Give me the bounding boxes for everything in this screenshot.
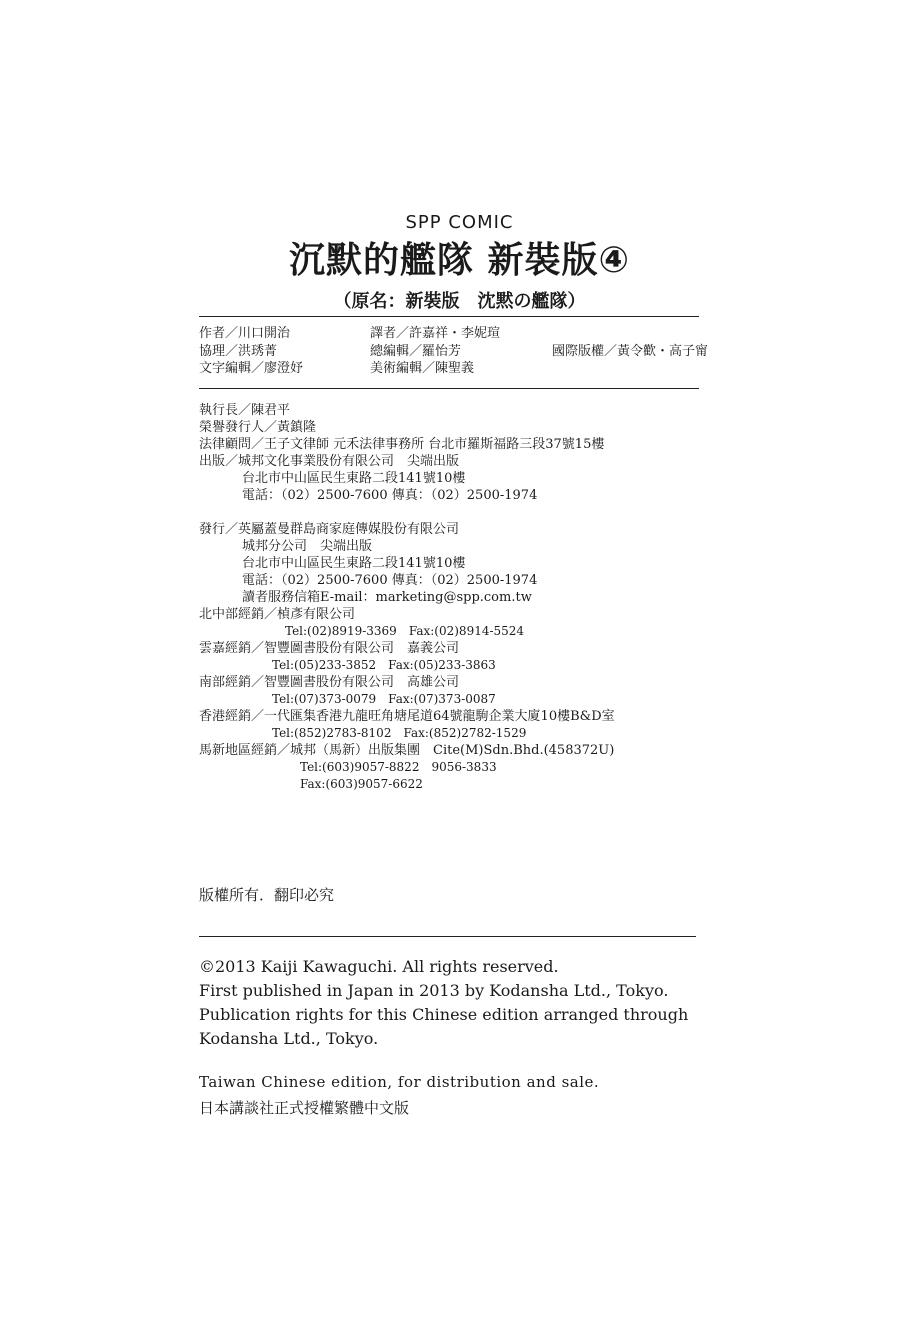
dealer-south-tel: Tel:(07)373-0079 Fax:(07)373-0087 xyxy=(272,692,496,706)
dealer-yunjia: 雲嘉經銷／智豐圖書股份有限公司 嘉義公司 xyxy=(199,641,460,656)
original-title: （原名：新裝版 沈黙の艦隊） xyxy=(333,291,586,312)
series-label: SPP COMIC xyxy=(405,212,514,233)
dealer-malaysia: 馬新地區經銷／城邦（馬新）出版集團 Cite(M)Sdn.Bhd.(458372U) xyxy=(199,743,615,758)
credit-assist: 協理／洪琇菁 xyxy=(199,344,278,359)
publication-rights-line-2: Kodansha Ltd., Tokyo. xyxy=(199,1029,379,1048)
publisher-phone: 電話：（02）2500-7600 傳真：（02）2500-1974 xyxy=(242,488,538,503)
distributor-address: 台北市中山區民生東路二段141號10樓 xyxy=(242,556,466,571)
official-license-line: 日本講談社正式授權繁體中文版 xyxy=(199,1099,410,1117)
dealer-hongkong-tel: Tel:(852)2783-8102 Fax:(852)2782-1529 xyxy=(272,726,527,740)
divider-top xyxy=(199,316,699,317)
publisher-honorary: 榮譽發行人／黃鎮隆 xyxy=(199,420,317,435)
first-published-line: First published in Japan in 2013 by Kodansha Ltd., Tokyo. xyxy=(199,981,669,1000)
divider-middle xyxy=(199,388,699,389)
divider-bottom xyxy=(199,936,696,937)
credit-art-editor: 美術編輯／陳聖義 xyxy=(370,361,475,376)
dealer-hongkong: 香港經銷／一代匯集香港九龍旺角塘尾道64號龍駒企業大廈10樓B&D室 xyxy=(199,709,615,724)
distributor-phone: 電話：（02）2500-7600 傳真：（02）2500-1974 xyxy=(242,573,538,588)
book-title: 沉默的艦隊 新裝版④ xyxy=(288,240,630,281)
publisher-legal: 法律顧問／王子文律師 元禾法律事務所 台北市羅斯福路三段37號15樓 xyxy=(199,437,605,452)
credit-text-editor: 文字編輯／廖澄妤 xyxy=(199,361,304,376)
publication-rights-line: Publication rights for this Chinese edition arranged through xyxy=(199,1005,689,1024)
publisher-address: 台北市中山區民生東路二段141號10樓 xyxy=(242,471,466,486)
publisher-ceo: 執行長／陳君平 xyxy=(199,403,291,418)
rights-reserved: 版權所有．翻印必究 xyxy=(199,886,335,904)
taiwan-edition-line: Taiwan Chinese edition, for distribution and sale. xyxy=(199,1073,600,1091)
credit-author: 作者／川口開治 xyxy=(199,326,291,341)
dealer-north: 北中部經銷／楨彥有限公司 xyxy=(199,607,356,622)
copyright-line: ©2013 Kaiji Kawaguchi. All rights reserved. xyxy=(199,957,559,976)
dealer-south: 南部經銷／智豐圖書股份有限公司 高雄公司 xyxy=(199,675,460,690)
distributor-branch: 城邦分公司 尖端出版 xyxy=(242,539,373,554)
dealer-malaysia-tel: Tel:(603)9057-8822 9056-3833 xyxy=(300,760,497,774)
dealer-yunjia-tel: Tel:(05)233-3852 Fax:(05)233-3863 xyxy=(272,658,496,672)
reader-service-email: 讀者服務信箱E-mail：marketing@spp.com.tw xyxy=(242,590,532,605)
dealer-north-tel: Tel:(02)8919-3369 Fax:(02)8914-5524 xyxy=(285,624,525,638)
credit-translator: 譯者／許嘉祥・李妮瑄 xyxy=(370,326,501,341)
credit-intl-rights: 國際版權／黃令歡・高子甯 xyxy=(552,344,709,359)
publisher-name: 出版／城邦文化事業股份有限公司 尖端出版 xyxy=(199,454,460,469)
credit-chief-editor: 總編輯／羅怡芳 xyxy=(370,344,462,359)
dealer-malaysia-fax: Fax:(603)9057-6622 xyxy=(300,777,423,791)
distributor-issue: 發行／英屬蓋曼群島商家庭傳媒股份有限公司 xyxy=(199,522,460,537)
